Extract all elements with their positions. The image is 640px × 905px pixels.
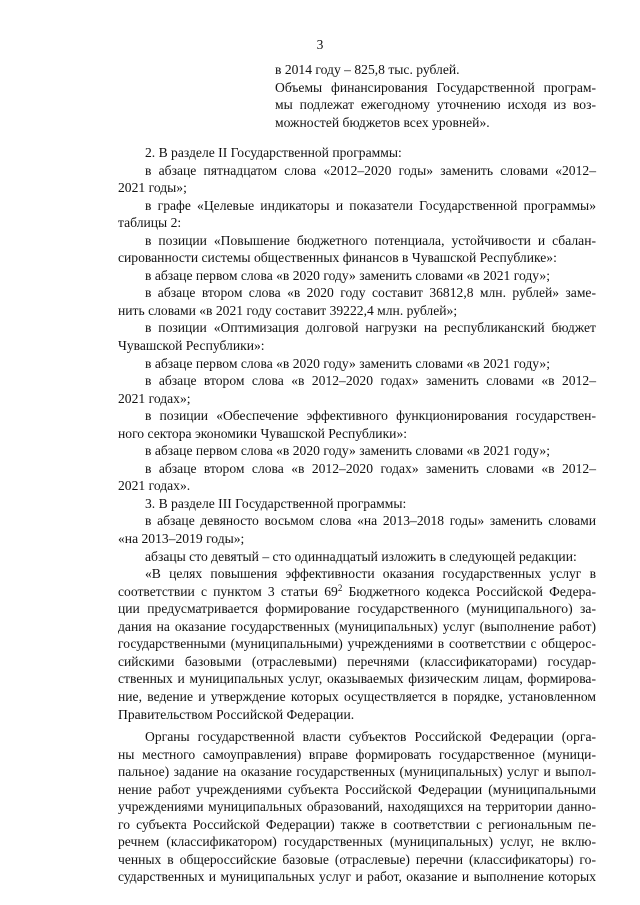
text-line: Объемы финансирования Государственной програм- [275, 79, 596, 95]
text-line: в абзаце втором слова «в 2020 году составит 36812,8 млн. рублей» заме- [145, 285, 596, 301]
text-line: сударственных и муниципальных услуг и работ, оказание и выполнение которых [118, 869, 596, 885]
superscript: 2 [337, 582, 343, 593]
text-line: в позиции «Оптимизация долговой нагрузки на республиканский бюджет [145, 320, 596, 336]
text-line: речнем (классификатором) государственных (муниципальных) услуг, не вклю- [118, 834, 596, 850]
text-line: Органы государственной власти субъектов Российской Федерации (орга- [145, 729, 596, 745]
text-line: нение работ учреждениями субъекта Российской Федерации (муниципальными [118, 781, 596, 797]
text-line [118, 583, 596, 601]
text-line: в 2014 году – 825,8 тыс. рублей. [275, 62, 460, 77]
text-line: сированности системы общественных финансов в Чувашской Республике»: [118, 250, 557, 266]
text-line: нить словами «в 2021 году составит 39222,4 млн. рублей»; [118, 302, 458, 318]
text-line: государственными (муниципальными) учреждениями в соответствии с общерос- [118, 636, 596, 652]
text-line: Чувашской Республики»: [118, 338, 265, 354]
amendment-quote-block [275, 61, 596, 131]
text-line: учреждениями муниципальных образований, находящихся на территории данно- [118, 799, 596, 815]
page-number: 3 [316, 37, 324, 52]
text-line: сийскими базовыми (отраслевыми) перечнями (классификаторами) государ- [118, 653, 596, 669]
text-line: в абзаце втором слова «в 2012–2020 годах» заменить словами «в 2012– [145, 460, 596, 476]
text-line: «В целях повышения эффективности оказания государственных услуг в [145, 566, 596, 582]
text-line: ственных и муниципальных услуг, оказываемых физическим лицам, формирова- [118, 671, 596, 687]
text-line: в графе «Целевые индикаторы и показатели Государственной программы» [145, 197, 596, 213]
text-line: «на 2013–2019 годы»; [118, 531, 245, 547]
text-line: 2021 годах»; [118, 390, 191, 406]
text-line: ного сектора экономики Чувашской Республики»: [118, 425, 408, 441]
text-line: в абзаце пятнадцатом слова «2012–2020 годы» заменить словами «2012– [145, 162, 596, 178]
text-line: в абзаце втором слова «в 2012–2020 годах» заменить словами «в 2012– [145, 373, 596, 389]
text-line: ции предусматривается формирование государственного (муниципального) за- [118, 601, 596, 617]
text-line: ченных в общероссийские базовые (отраслевые) перечни (классификаторы) го- [118, 851, 596, 867]
text-line: 2021 годах». [118, 478, 191, 494]
text-line: го субъекта Российской Федерации) также в соответствии с региональным пе- [118, 816, 596, 832]
text-line: в абзаце девяносто восьмом слова «на 2013–2018 годы» заменить словами [145, 513, 596, 529]
text-line: 2. В разделе II Государственной программы: [145, 145, 402, 160]
text-line: 3. В разделе III Государственной программы: [145, 495, 407, 511]
text-segment: соответствии с пунктом 3 статьи 69 [118, 583, 338, 599]
text-line: можностей бюджетов всех уровней». [275, 114, 490, 130]
text-line: пальное) задание на оказание государственных (муниципальных) услуг и выпол- [118, 764, 596, 780]
text-line: в абзаце первом слова «в 2020 году» заменить словами «в 2021 году»; [145, 267, 550, 283]
text-line: Правительством Российской Федерации. [118, 706, 355, 722]
text-segment: Бюджетного кодекса Российской Федера- [342, 583, 596, 599]
text-line: в абзаце первом слова «в 2020 году» заменить словами «в 2021 году»; [145, 443, 550, 459]
text-line: в позиции «Повышение бюджетного потенциала, устойчивости и сбалан- [145, 232, 596, 248]
text-line: ны местного самоуправления) вправе формировать государственное (муници- [118, 746, 596, 762]
text-line: 2021 годы»; [118, 180, 187, 196]
text-line: в позиции «Обеспечение эффективного функционирования государствен- [145, 408, 596, 424]
text-line: дания на оказание государственных (муниципальных) услуг (выполнение работ) [118, 618, 596, 634]
text-line: таблицы 2: [118, 215, 182, 231]
text-line: в абзаце первом слова «в 2020 году» заменить словами «в 2021 году»; [145, 355, 550, 371]
text-line: абзацы сто девятый – сто одиннадцатый изложить в следующей редакции: [145, 548, 577, 564]
document-body [118, 144, 596, 886]
text-line: мы подлежат ежегодному уточнению исходя из воз- [275, 97, 596, 113]
text-line: ние, ведение и утверждение которых осуществляется в порядке, установленном [118, 688, 596, 704]
